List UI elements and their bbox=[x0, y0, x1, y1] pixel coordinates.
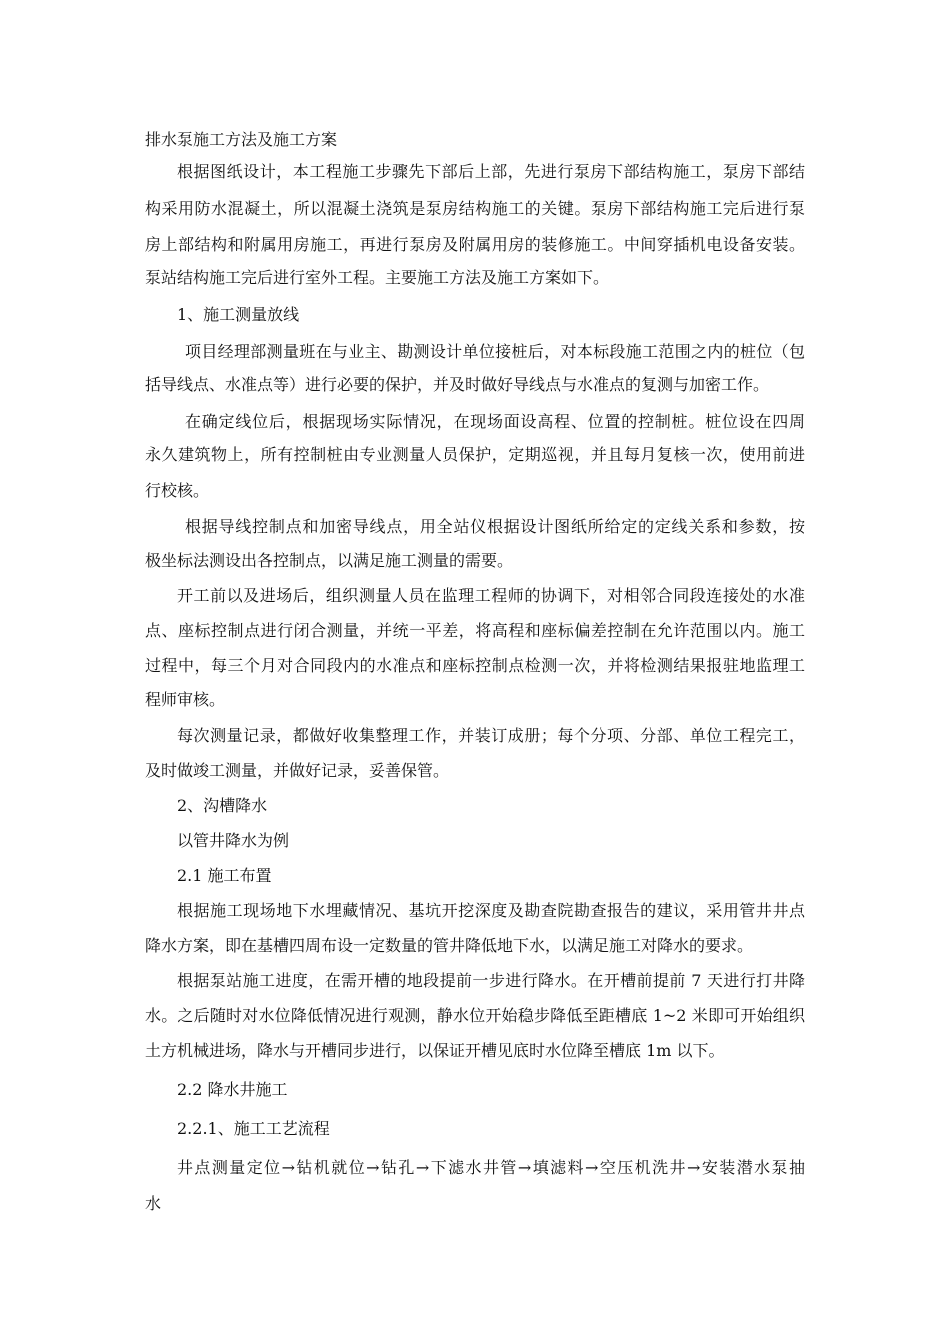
section1-p1-line-1: 项目经理部测量班在与业主、勘测设计单位接桩后，对本标段施工范围之内的桩位（包 bbox=[185, 342, 805, 361]
section2-1-p1-line-2: 降水方案，即在基槽四周布设一定数量的管井降低地下水，以满足施工对降水的要求。 bbox=[145, 936, 754, 955]
section1-p5-line-1: 每次测量记录，都做好收集整理工作，并装订成册；每个分项、分部、单位工程完工， bbox=[177, 726, 805, 745]
section1-p1-line-2: 括导线点、水准点等）进行必要的保护，并及时做好导线点与水准点的复测与加密工作。 bbox=[145, 375, 770, 394]
section2-subtitle: 以管井降水为例 bbox=[177, 831, 290, 850]
section1-p2-line-1: 在确定线位后，根据现场实际情况，在现场面设高程、位置的控制桩。桩位设在四周 bbox=[185, 412, 805, 431]
section2-1-p1-line-1: 根据施工现场地下水埋藏情况、基坑开挖深度及勘查院勘查报告的建议，采用管井井点 bbox=[177, 901, 805, 920]
section1-p2-line-2: 永久建筑物上，所有控制桩由专业测量人员保护，定期巡视，并且每月复核一次，使用前进 bbox=[145, 445, 805, 464]
section2-2-heading: 2.2 降水井施工 bbox=[177, 1080, 288, 1099]
intro-line-4: 泵站结构施工完后进行室外工程。主要施工方法及施工方案如下。 bbox=[145, 268, 610, 287]
section1-p3-line-1: 根据导线控制点和加密导线点，用全站仪根据设计图纸所给定的定线关系和参数，按 bbox=[185, 517, 805, 536]
section1-p4-line-2: 点、座标控制点进行闭合测量，并统一平差，将高程和座标偏差控制在允许范围以内。施工 bbox=[145, 621, 805, 640]
document-title: 排水泵施工方法及施工方案 bbox=[145, 130, 338, 149]
section1-p3-line-2: 极坐标法测设出各控制点，以满足施工测量的需要。 bbox=[145, 551, 514, 570]
section1-p2-line-3: 行校核。 bbox=[145, 481, 210, 500]
process-flow-line-2: 水 bbox=[145, 1194, 162, 1213]
section1-p4-line-1: 开工前以及进场后，组织测量人员在监理工程师的协调下，对相邻合同段连接处的水准 bbox=[177, 586, 805, 605]
section2-1-p2-line-2: 水。之后随时对水位降低情况进行观测，静水位开始稳步降低至距槽底 1~2 米即可开始组织 bbox=[145, 1006, 805, 1025]
section2-1-p2-line-3: 土方机械进场，降水与开槽同步进行，以保证开槽见底时水位降至槽底 1m 以下。 bbox=[145, 1041, 725, 1060]
intro-line-2: 构采用防水混凝土，所以混凝土浇筑是泵房结构施工的关键。泵房下部结构施工完后进行泵 bbox=[145, 199, 805, 218]
section2-2-1-heading: 2.2.1、施工工艺流程 bbox=[177, 1119, 330, 1138]
process-flow-line-1: 井点测量定位→钻机就位→钻孔→下滤水井管→填滤料→空压机洗井→安装潜水泵抽 bbox=[177, 1158, 805, 1177]
section1-p4-line-4: 程师审核。 bbox=[145, 690, 226, 709]
section2-1-heading: 2.1 施工布置 bbox=[177, 866, 272, 885]
section2-1-p2-line-1: 根据泵站施工进度，在需开槽的地段提前一步进行降水。在开槽前提前 7 天进行打井降 bbox=[177, 971, 805, 990]
section1-p5-line-2: 及时做竣工测量，并做好记录，妥善保管。 bbox=[145, 761, 450, 780]
section1-p4-line-3: 过程中，每三个月对合同段内的水准点和座标控制点检测一次，并将检测结果报驻地监理工 bbox=[145, 656, 805, 675]
section1-heading: 1、施工测量放线 bbox=[177, 305, 300, 324]
intro-line-1: 根据图纸设计，本工程施工步骤先下部后上部，先进行泵房下部结构施工，泵房下部结 bbox=[177, 162, 805, 181]
intro-line-3: 房上部结构和附属用房施工，再进行泵房及附属用房的装修施工。中间穿插机电设备安装。 bbox=[145, 235, 805, 254]
section2-heading: 2、沟槽降水 bbox=[177, 796, 268, 815]
